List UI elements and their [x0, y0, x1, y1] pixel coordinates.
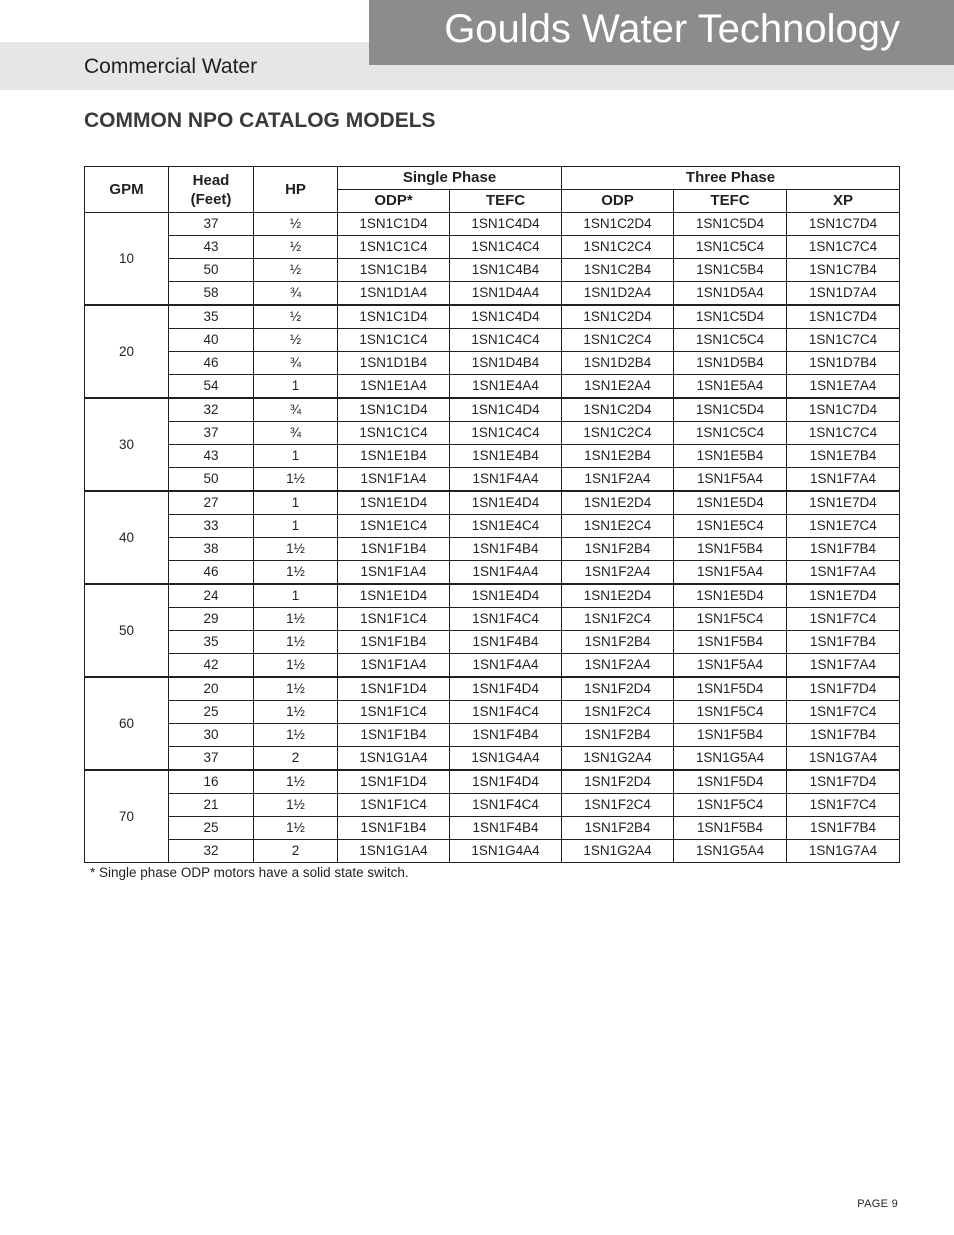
tp-xp-cell: 1SN1E7A4	[787, 375, 900, 399]
tp-odp-cell: 1SN1E2A4	[562, 375, 674, 399]
table-row	[85, 491, 900, 515]
tp-tefc-cell: 1SN1F5D4	[674, 677, 787, 701]
head-cell: 42	[169, 654, 254, 678]
table-row	[85, 584, 900, 608]
tp-tefc-cell: 1SN1F5B4	[674, 538, 787, 561]
table-row	[85, 631, 900, 654]
sp-odp-cell: 1SN1F1C4	[338, 794, 450, 817]
sp-odp-cell: 1SN1F1A4	[338, 654, 450, 678]
head-cell: 50	[169, 259, 254, 282]
tp-odp-cell: 1SN1F2D4	[562, 770, 674, 794]
sp-tefc-cell: 1SN1F4B4	[450, 538, 562, 561]
sp-tefc-cell: 1SN1F4C4	[450, 608, 562, 631]
sp-odp-cell: 1SN1E1A4	[338, 375, 450, 399]
tp-tefc-cell: 1SN1F5D4	[674, 770, 787, 794]
hp-cell: ¾	[254, 422, 338, 445]
tp-odp-cell: 1SN1C2D4	[562, 305, 674, 329]
head-cell: 50	[169, 468, 254, 492]
table-row	[85, 701, 900, 724]
hp-cell: ¾	[254, 352, 338, 375]
tp-xp-cell: 1SN1F7A4	[787, 561, 900, 585]
tp-odp-cell: 1SN1E2D4	[562, 491, 674, 515]
head-cell: 21	[169, 794, 254, 817]
tp-xp-cell: 1SN1F7C4	[787, 701, 900, 724]
table-row	[85, 515, 900, 538]
hp-cell: 1	[254, 515, 338, 538]
tp-tefc-cell: 1SN1F5B4	[674, 631, 787, 654]
tp-odp-cell: 1SN1G2A4	[562, 840, 674, 863]
gpm-cell: 10	[85, 213, 169, 306]
tp-odp-cell: 1SN1E2C4	[562, 515, 674, 538]
table-row	[85, 213, 900, 236]
tp-odp-cell: 1SN1C2C4	[562, 236, 674, 259]
hp-cell: 2	[254, 840, 338, 863]
tp-xp-cell: 1SN1F7C4	[787, 794, 900, 817]
tp-tefc-cell: 1SN1F5C4	[674, 794, 787, 817]
table-row	[85, 747, 900, 771]
sp-tefc-cell: 1SN1C4C4	[450, 329, 562, 352]
hp-cell: ¾	[254, 282, 338, 306]
header-gpm: GPM	[85, 167, 169, 213]
head-cell: 43	[169, 236, 254, 259]
hp-cell: 1½	[254, 561, 338, 585]
sp-tefc-cell: 1SN1F4B4	[450, 817, 562, 840]
header-single-tefc: TEFC	[450, 190, 562, 213]
head-cell: 29	[169, 608, 254, 631]
gpm-cell: 70	[85, 770, 169, 863]
tp-tefc-cell: 1SN1F5A4	[674, 654, 787, 678]
table-row	[85, 817, 900, 840]
tp-tefc-cell: 1SN1D5A4	[674, 282, 787, 306]
tp-tefc-cell: 1SN1C5C4	[674, 422, 787, 445]
head-cell: 25	[169, 817, 254, 840]
table-row	[85, 445, 900, 468]
sp-tefc-cell: 1SN1D4A4	[450, 282, 562, 306]
tp-tefc-cell: 1SN1G5A4	[674, 840, 787, 863]
tp-odp-cell: 1SN1F2B4	[562, 631, 674, 654]
sp-tefc-cell: 1SN1E4A4	[450, 375, 562, 399]
sp-tefc-cell: 1SN1C4D4	[450, 213, 562, 236]
hp-cell: ½	[254, 329, 338, 352]
table-row	[85, 677, 900, 701]
tp-xp-cell: 1SN1F7A4	[787, 654, 900, 678]
header-band-lower	[369, 65, 954, 90]
head-cell: 37	[169, 213, 254, 236]
sp-tefc-cell: 1SN1F4D4	[450, 677, 562, 701]
tp-xp-cell: 1SN1F7B4	[787, 538, 900, 561]
tp-odp-cell: 1SN1C2D4	[562, 398, 674, 422]
hp-cell: 2	[254, 747, 338, 771]
sp-odp-cell: 1SN1F1C4	[338, 608, 450, 631]
header-three-phase: Three Phase	[562, 167, 900, 190]
tp-xp-cell: 1SN1G7A4	[787, 747, 900, 771]
sp-odp-cell: 1SN1C1D4	[338, 398, 450, 422]
tp-odp-cell: 1SN1F2C4	[562, 701, 674, 724]
tp-xp-cell: 1SN1F7D4	[787, 677, 900, 701]
head-cell: 58	[169, 282, 254, 306]
head-cell: 24	[169, 584, 254, 608]
tp-xp-cell: 1SN1F7B4	[787, 631, 900, 654]
table-row	[85, 770, 900, 794]
tp-odp-cell: 1SN1D2A4	[562, 282, 674, 306]
sp-odp-cell: 1SN1F1B4	[338, 817, 450, 840]
sp-odp-cell: 1SN1F1A4	[338, 468, 450, 492]
table-row	[85, 794, 900, 817]
sp-tefc-cell: 1SN1F4A4	[450, 468, 562, 492]
hp-cell: 1½	[254, 770, 338, 794]
head-cell: 33	[169, 515, 254, 538]
sp-tefc-cell: 1SN1C4C4	[450, 236, 562, 259]
tp-tefc-cell: 1SN1E5B4	[674, 445, 787, 468]
hp-cell: 1½	[254, 631, 338, 654]
table-row	[85, 422, 900, 445]
sp-tefc-cell: 1SN1G4A4	[450, 747, 562, 771]
sp-odp-cell: 1SN1G1A4	[338, 747, 450, 771]
tp-odp-cell: 1SN1F2D4	[562, 677, 674, 701]
gpm-cell: 30	[85, 398, 169, 491]
sp-odp-cell: 1SN1F1B4	[338, 724, 450, 747]
tp-odp-cell: 1SN1F2B4	[562, 538, 674, 561]
sp-tefc-cell: 1SN1C4D4	[450, 398, 562, 422]
sp-tefc-cell: 1SN1E4D4	[450, 491, 562, 515]
sp-tefc-cell: 1SN1G4A4	[450, 840, 562, 863]
sp-odp-cell: 1SN1C1B4	[338, 259, 450, 282]
sp-tefc-cell: 1SN1C4D4	[450, 305, 562, 329]
tp-xp-cell: 1SN1F7A4	[787, 468, 900, 492]
tp-tefc-cell: 1SN1F5C4	[674, 701, 787, 724]
head-cell: 30	[169, 724, 254, 747]
tp-tefc-cell: 1SN1E5D4	[674, 491, 787, 515]
tp-tefc-cell: 1SN1F5B4	[674, 817, 787, 840]
tp-tefc-cell: 1SN1E5C4	[674, 515, 787, 538]
hp-cell: ¾	[254, 398, 338, 422]
catalog-models-table	[84, 166, 900, 863]
tp-odp-cell: 1SN1C2B4	[562, 259, 674, 282]
tp-odp-cell: 1SN1F2A4	[562, 468, 674, 492]
tp-odp-cell: 1SN1G2A4	[562, 747, 674, 771]
tp-xp-cell: 1SN1C7D4	[787, 213, 900, 236]
header-single-phase: Single Phase	[338, 167, 562, 190]
sp-tefc-cell: 1SN1F4A4	[450, 561, 562, 585]
tp-xp-cell: 1SN1E7B4	[787, 445, 900, 468]
tp-odp-cell: 1SN1C2D4	[562, 213, 674, 236]
tp-odp-cell: 1SN1E2B4	[562, 445, 674, 468]
header-three-odp: ODP	[562, 190, 674, 213]
table-row	[85, 282, 900, 306]
tp-xp-cell: 1SN1C7C4	[787, 422, 900, 445]
head-cell: 16	[169, 770, 254, 794]
hp-cell: 1	[254, 491, 338, 515]
head-cell: 20	[169, 677, 254, 701]
tp-xp-cell: 1SN1G7A4	[787, 840, 900, 863]
sp-odp-cell: 1SN1E1D4	[338, 584, 450, 608]
gpm-cell: 20	[85, 305, 169, 398]
hp-cell: 1½	[254, 794, 338, 817]
hp-cell: 1½	[254, 677, 338, 701]
tp-xp-cell: 1SN1F7C4	[787, 608, 900, 631]
header-single-odp: ODP*	[338, 190, 450, 213]
hp-cell: ½	[254, 213, 338, 236]
hp-cell: 1½	[254, 654, 338, 678]
header-hp: HP	[254, 167, 338, 213]
head-cell: 43	[169, 445, 254, 468]
footnote: * Single phase ODP motors have a solid state switch.	[90, 865, 409, 880]
head-cell: 32	[169, 840, 254, 863]
table-row	[85, 840, 900, 863]
tp-odp-cell: 1SN1E2D4	[562, 584, 674, 608]
sp-odp-cell: 1SN1F1B4	[338, 631, 450, 654]
tp-xp-cell: 1SN1E7C4	[787, 515, 900, 538]
table-row	[85, 538, 900, 561]
tp-tefc-cell: 1SN1F5C4	[674, 608, 787, 631]
table-row	[85, 375, 900, 399]
hp-cell: 1½	[254, 538, 338, 561]
header-band-right	[369, 0, 954, 65]
table-row	[85, 561, 900, 585]
page-number: PAGE 9	[857, 1198, 898, 1210]
sp-odp-cell: 1SN1E1C4	[338, 515, 450, 538]
sp-tefc-cell: 1SN1F4B4	[450, 631, 562, 654]
hp-cell: 1½	[254, 608, 338, 631]
table-body	[85, 213, 900, 863]
head-cell: 35	[169, 305, 254, 329]
sp-tefc-cell: 1SN1F4D4	[450, 770, 562, 794]
table-row	[85, 352, 900, 375]
tp-tefc-cell: 1SN1F5B4	[674, 724, 787, 747]
tp-xp-cell: 1SN1E7D4	[787, 491, 900, 515]
sp-odp-cell: 1SN1C1C4	[338, 236, 450, 259]
tp-tefc-cell: 1SN1C5D4	[674, 213, 787, 236]
sp-tefc-cell: 1SN1F4C4	[450, 701, 562, 724]
sp-tefc-cell: 1SN1E4C4	[450, 515, 562, 538]
table-row	[85, 329, 900, 352]
hp-cell: 1½	[254, 468, 338, 492]
sp-odp-cell: 1SN1F1A4	[338, 561, 450, 585]
tp-tefc-cell: 1SN1C5D4	[674, 305, 787, 329]
sp-odp-cell: 1SN1F1C4	[338, 701, 450, 724]
sp-odp-cell: 1SN1D1B4	[338, 352, 450, 375]
tp-xp-cell: 1SN1C7D4	[787, 398, 900, 422]
sp-odp-cell: 1SN1E1B4	[338, 445, 450, 468]
tp-odp-cell: 1SN1F2B4	[562, 724, 674, 747]
tp-tefc-cell: 1SN1G5A4	[674, 747, 787, 771]
sp-odp-cell: 1SN1E1D4	[338, 491, 450, 515]
hp-cell: ½	[254, 259, 338, 282]
gpm-cell: 60	[85, 677, 169, 770]
sp-tefc-cell: 1SN1E4D4	[450, 584, 562, 608]
brand-title: Goulds Water Technology	[444, 7, 900, 51]
hp-cell: 1½	[254, 724, 338, 747]
head-cell: 37	[169, 747, 254, 771]
tp-tefc-cell: 1SN1C5C4	[674, 236, 787, 259]
head-cell: 27	[169, 491, 254, 515]
tp-xp-cell: 1SN1C7C4	[787, 329, 900, 352]
sp-tefc-cell: 1SN1E4B4	[450, 445, 562, 468]
head-cell: 46	[169, 352, 254, 375]
head-cell: 37	[169, 422, 254, 445]
sp-tefc-cell: 1SN1F4C4	[450, 794, 562, 817]
tp-tefc-cell: 1SN1C5D4	[674, 398, 787, 422]
tp-xp-cell: 1SN1C7D4	[787, 305, 900, 329]
tp-xp-cell: 1SN1C7B4	[787, 259, 900, 282]
table-row	[85, 305, 900, 329]
sp-odp-cell: 1SN1C1C4	[338, 329, 450, 352]
tp-xp-cell: 1SN1F7B4	[787, 817, 900, 840]
sp-tefc-cell: 1SN1C4C4	[450, 422, 562, 445]
tp-xp-cell: 1SN1E7D4	[787, 584, 900, 608]
tp-odp-cell: 1SN1F2C4	[562, 608, 674, 631]
tp-xp-cell: 1SN1C7C4	[787, 236, 900, 259]
sp-odp-cell: 1SN1C1D4	[338, 213, 450, 236]
hp-cell: 1½	[254, 701, 338, 724]
tp-xp-cell: 1SN1F7D4	[787, 770, 900, 794]
tp-tefc-cell: 1SN1C5C4	[674, 329, 787, 352]
tp-odp-cell: 1SN1C2C4	[562, 422, 674, 445]
tp-odp-cell: 1SN1F2A4	[562, 561, 674, 585]
tp-tefc-cell: 1SN1F5A4	[674, 561, 787, 585]
tp-tefc-cell: 1SN1E5D4	[674, 584, 787, 608]
sp-odp-cell: 1SN1G1A4	[338, 840, 450, 863]
sp-odp-cell: 1SN1F1D4	[338, 770, 450, 794]
head-cell: 46	[169, 561, 254, 585]
header-head-feet: Head (Feet)	[169, 167, 254, 213]
table-row	[85, 236, 900, 259]
tp-odp-cell: 1SN1F2B4	[562, 817, 674, 840]
tp-odp-cell: 1SN1F2C4	[562, 794, 674, 817]
hp-cell: 1	[254, 375, 338, 399]
table-row	[85, 724, 900, 747]
sp-odp-cell: 1SN1F1D4	[338, 677, 450, 701]
gpm-cell: 50	[85, 584, 169, 677]
table-row	[85, 398, 900, 422]
page-heading: COMMON NPO CATALOG MODELS	[84, 109, 436, 132]
sp-odp-cell: 1SN1C1C4	[338, 422, 450, 445]
table-row	[85, 608, 900, 631]
section-title: Commercial Water	[84, 55, 258, 78]
tp-odp-cell: 1SN1C2C4	[562, 329, 674, 352]
head-cell: 40	[169, 329, 254, 352]
header-three-xp: XP	[787, 190, 900, 213]
tp-tefc-cell: 1SN1C5B4	[674, 259, 787, 282]
hp-cell: ½	[254, 305, 338, 329]
tp-xp-cell: 1SN1D7B4	[787, 352, 900, 375]
head-cell: 38	[169, 538, 254, 561]
hp-cell: 1	[254, 584, 338, 608]
head-cell: 54	[169, 375, 254, 399]
sp-tefc-cell: 1SN1C4B4	[450, 259, 562, 282]
sp-odp-cell: 1SN1F1B4	[338, 538, 450, 561]
sp-tefc-cell: 1SN1F4A4	[450, 654, 562, 678]
tp-tefc-cell: 1SN1F5A4	[674, 468, 787, 492]
head-cell: 25	[169, 701, 254, 724]
hp-cell: 1	[254, 445, 338, 468]
head-cell: 35	[169, 631, 254, 654]
sp-odp-cell: 1SN1D1A4	[338, 282, 450, 306]
tp-tefc-cell: 1SN1D5B4	[674, 352, 787, 375]
sp-odp-cell: 1SN1C1D4	[338, 305, 450, 329]
header-three-tefc: TEFC	[674, 190, 787, 213]
tp-xp-cell: 1SN1D7A4	[787, 282, 900, 306]
table-row	[85, 259, 900, 282]
tp-odp-cell: 1SN1F2A4	[562, 654, 674, 678]
hp-cell: ½	[254, 236, 338, 259]
sp-tefc-cell: 1SN1D4B4	[450, 352, 562, 375]
tp-tefc-cell: 1SN1E5A4	[674, 375, 787, 399]
sp-tefc-cell: 1SN1F4B4	[450, 724, 562, 747]
table-row	[85, 654, 900, 678]
hp-cell: 1½	[254, 817, 338, 840]
gpm-cell: 40	[85, 491, 169, 584]
tp-xp-cell: 1SN1F7B4	[787, 724, 900, 747]
tp-odp-cell: 1SN1D2B4	[562, 352, 674, 375]
head-cell: 32	[169, 398, 254, 422]
table-row	[85, 468, 900, 492]
